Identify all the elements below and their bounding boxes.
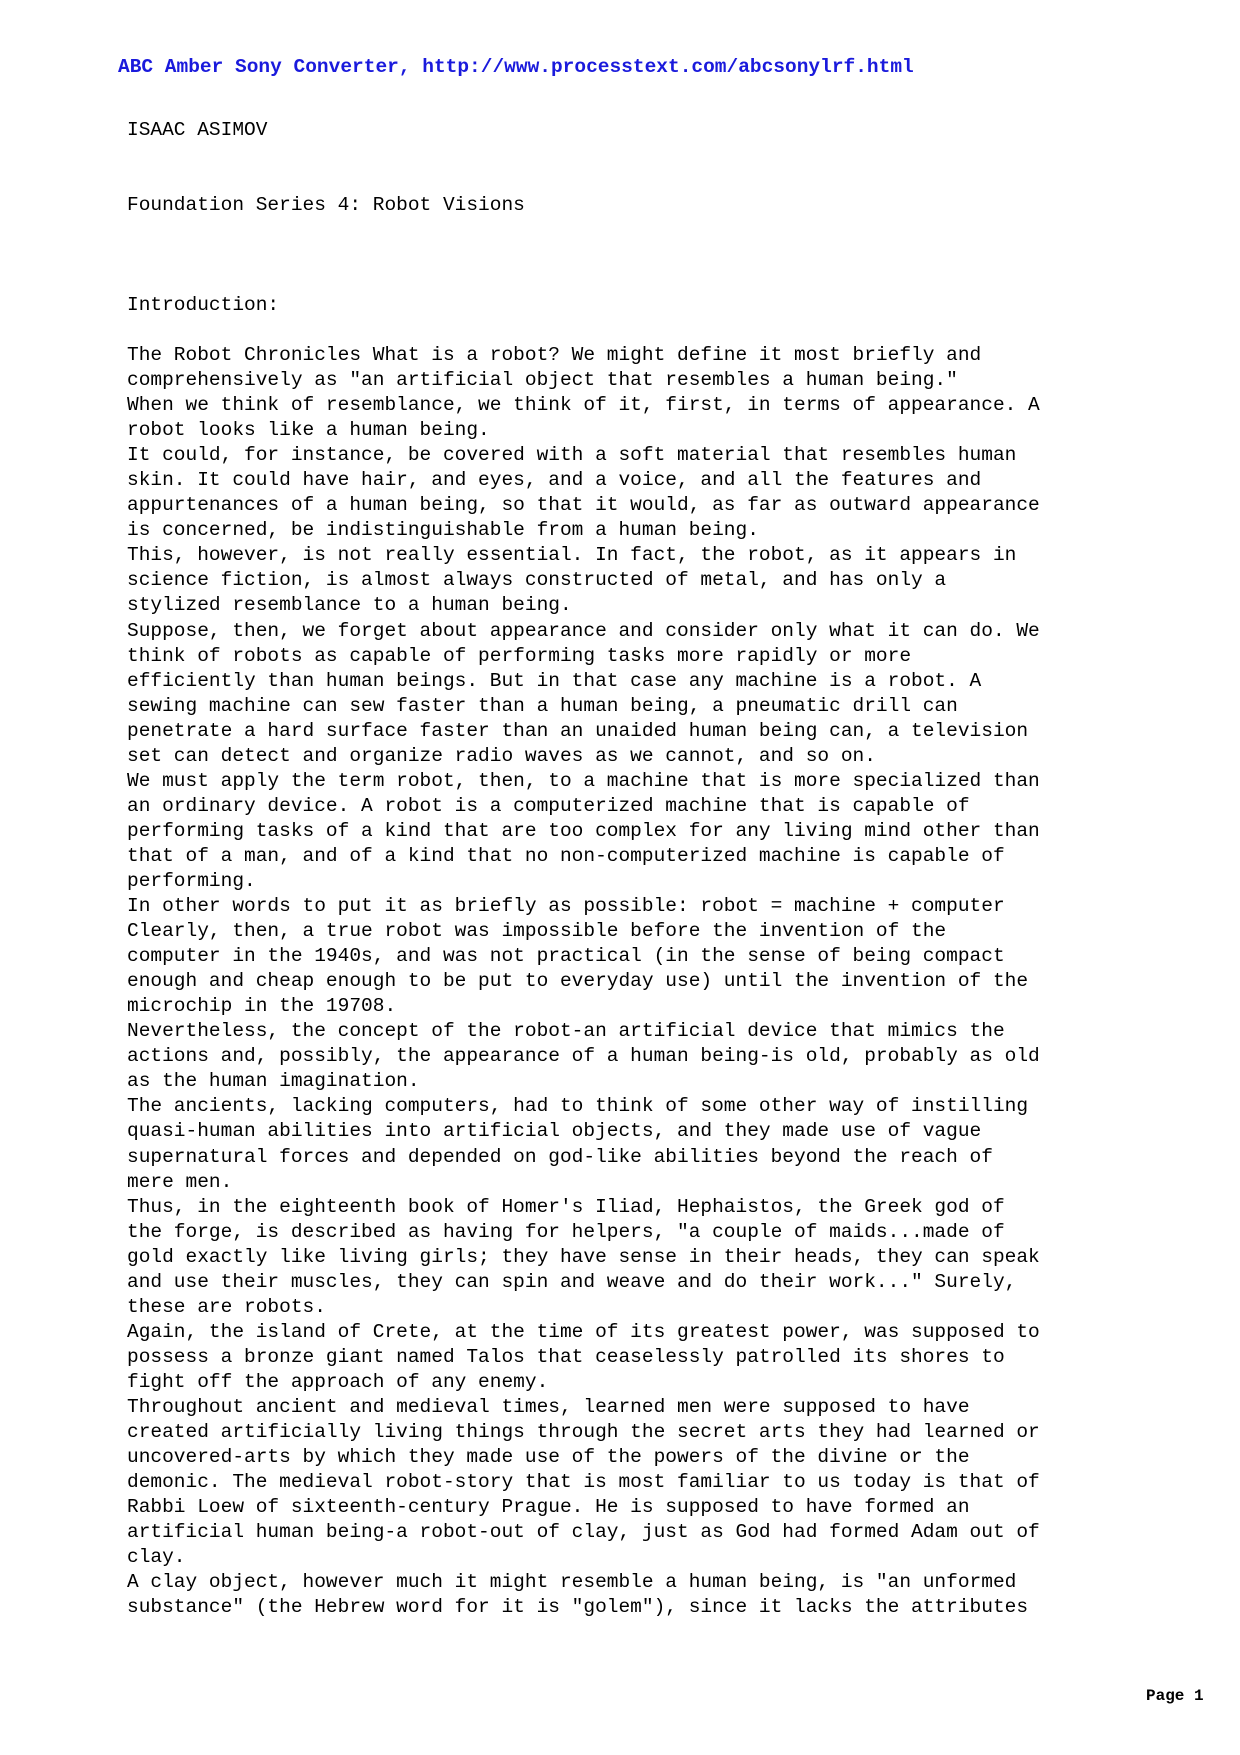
text-line: possess a bronze giant named Talos that ceaselessly patrolled its shores to	[127, 1345, 1005, 1368]
text-line: that of a man, and of a kind that no non-computerized machine is capable of	[127, 844, 1005, 867]
text-line: artificial human being-a robot-out of clay, just as God had formed Adam out of	[127, 1521, 1040, 1544]
text-line: substance" (the Hebrew word for it is "golem"), since it lacks the attributes	[127, 1596, 1029, 1619]
text-line: gold exactly like living girls; they have sense in their heads, they can speak	[127, 1245, 1040, 1268]
text-line: The ancients, lacking computers, had to think of some other way of instilling	[127, 1095, 1029, 1118]
text-line: sewing machine can sew faster than a human being, a pneumatic drill can	[127, 694, 958, 717]
text-line: performing.	[127, 869, 256, 892]
text-line: supernatural forces and depended on god-like abilities beyond the reach of	[127, 1145, 993, 1168]
text-line: clay.	[127, 1546, 186, 1569]
text-line: When we think of resemblance, we think of it, first, in terms of appearance. A	[127, 394, 1040, 417]
text-line: Thus, in the eighteenth book of Homer's Iliad, Hephaistos, the Greek god of	[127, 1195, 1005, 1218]
text-line: enough and cheap enough to be put to everyday use) until the invention of the	[127, 970, 1029, 993]
text-line: Nevertheless, the concept of the robot-an artificial device that mimics the	[127, 1020, 1005, 1043]
text-line: mere men.	[127, 1170, 233, 1193]
author-name: ISAAC ASIMOV	[127, 119, 268, 141]
text-line: Clearly, then, a true robot was impossible before the invention of the	[127, 920, 947, 943]
text-line: an ordinary device. A robot is a computerized machine that is capable of	[127, 794, 970, 817]
book-title: Foundation Series 4: Robot Visions	[127, 194, 525, 216]
body-text	[127, 343, 1127, 1620]
text-line: stylized resemblance to a human being.	[127, 594, 572, 617]
text-line: The Robot Chronicles What is a robot? We might define it most briefly and	[127, 344, 982, 366]
text-line: is concerned, be indistinguishable from a human being.	[127, 519, 759, 542]
text-line: Rabbi Loew of sixteenth-century Prague. He is supposed to have formed an	[127, 1496, 970, 1519]
text-line: think of robots as capable of performing tasks more rapidly or more	[127, 644, 912, 667]
page-number: Page 1	[1146, 1687, 1204, 1705]
text-line: these are robots.	[127, 1295, 326, 1318]
text-line: actions and, possibly, the appearance of a human being-is old, probably as old	[127, 1045, 1040, 1068]
text-line: demonic. The medieval robot-story that is most familiar to us today is that of	[127, 1471, 1040, 1494]
text-line: efficiently than human beings. But in that case any machine is a robot. A	[127, 669, 982, 692]
text-line: Suppose, then, we forget about appearance and consider only what it can do. We	[127, 619, 1040, 642]
text-line: as the human imagination.	[127, 1070, 420, 1093]
text-line: created artificially living things through the secret arts they had learned or	[127, 1421, 1040, 1444]
text-line: quasi-human abilities into artificial objects, and they made use of vague	[127, 1120, 982, 1143]
text-line: computer in the 1940s, and was not practical (in the sense of being compact	[127, 945, 1005, 968]
text-line: Again, the island of Crete, at the time of its greatest power, was supposed to	[127, 1320, 1040, 1343]
section-heading: Introduction:	[127, 294, 280, 316]
text-line: science fiction, is almost always constructed of metal, and has only a	[127, 569, 947, 592]
text-line: fight off the approach of any enemy.	[127, 1370, 549, 1393]
converter-link[interactable]: ABC Amber Sony Converter, http://www.processtext.com/abcsonylrf.html	[118, 56, 914, 78]
text-line: penetrate a hard surface faster than an unaided human being can, a television	[127, 719, 1029, 742]
text-line: In other words to put it as briefly as possible: robot = machine + computer	[127, 895, 1005, 918]
text-line: Throughout ancient and medieval times, learned men were supposed to have	[127, 1395, 970, 1418]
text-line: skin. It could have hair, and eyes, and a voice, and all the features and	[127, 469, 982, 492]
text-line: performing tasks of a kind that are too complex for any living mind other than	[127, 819, 1040, 842]
text-line: appurtenances of a human being, so that it would, as far as outward appearance	[127, 494, 1040, 517]
text-line: This, however, is not really essential. In fact, the robot, as it appears in	[127, 544, 1017, 567]
text-line: the forge, is described as having for helpers, "a couple of maids...made of	[127, 1220, 1005, 1243]
text-line: and use their muscles, they can spin and weave and do their work..." Surely,	[127, 1270, 1017, 1293]
text-line: A clay object, however much it might resemble a human being, is "an unformed	[127, 1571, 1017, 1594]
text-line: comprehensively as "an artificial object that resembles a human being."	[127, 369, 958, 392]
text-line: uncovered-arts by which they made use of the powers of the divine or the	[127, 1446, 970, 1469]
text-line: It could, for instance, be covered with a soft material that resembles human	[127, 444, 1017, 467]
text-line: We must apply the term robot, then, to a machine that is more specialized than	[127, 769, 1040, 792]
text-line: microchip in the 19708.	[127, 995, 397, 1018]
text-line: robot looks like a human being.	[127, 419, 490, 442]
text-line: set can detect and organize radio waves as we cannot, and so on.	[127, 744, 876, 767]
